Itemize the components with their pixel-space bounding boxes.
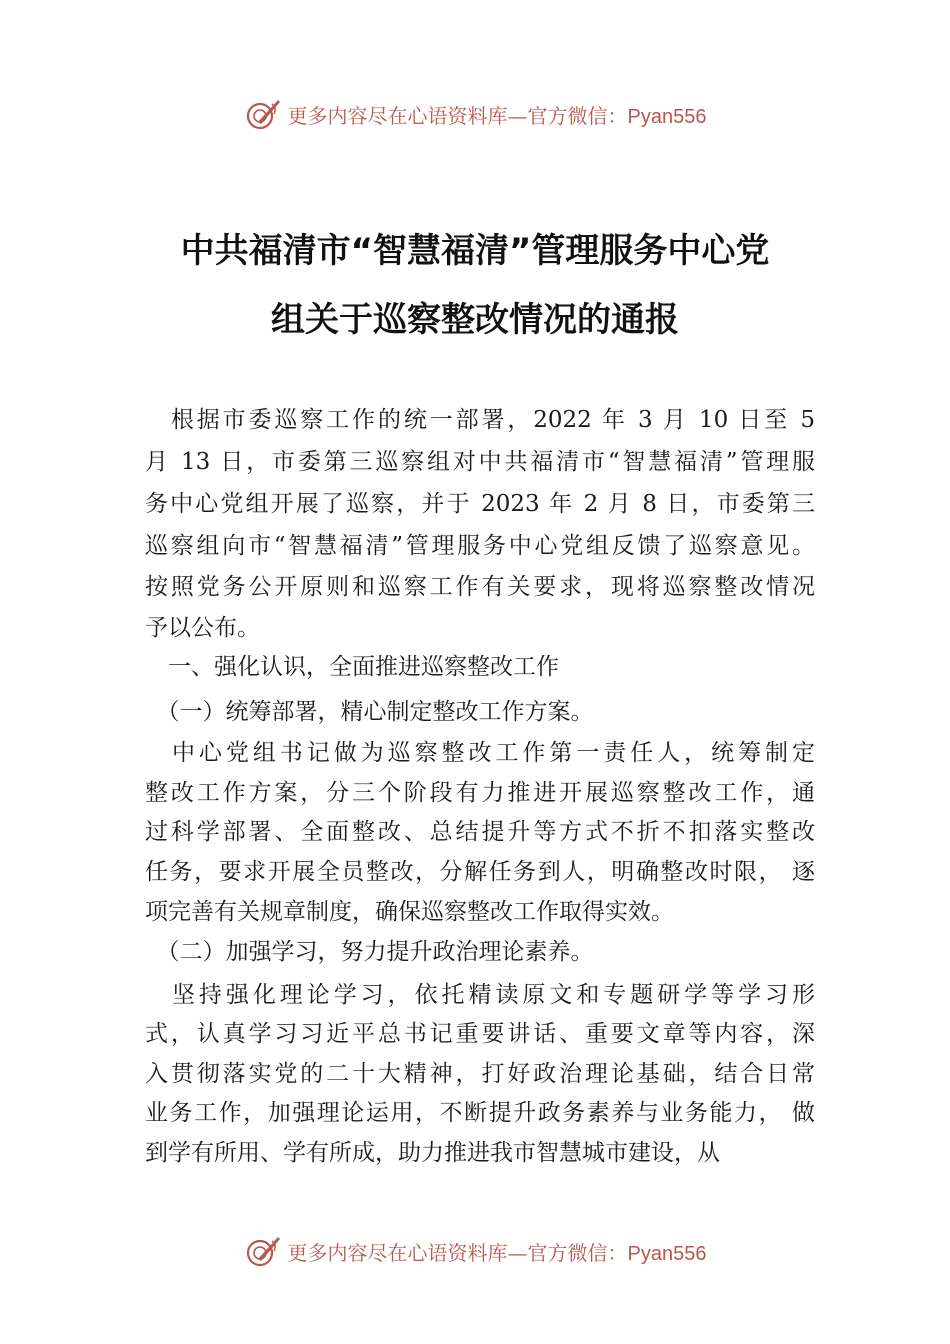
body-line: 中心党组书记做为巡察整改工作第一责任人，统筹制定 — [145, 740, 815, 766]
footer-watermark-cn: 更多内容尽在心语资料库—官方微信： — [287, 1240, 628, 1265]
document-title-line-1: 中共福清市“智慧福清”管理服务中心党 — [180, 231, 770, 271]
body-line: 到学有所用、学有所成，助力推进我市智慧城市建设，从 — [145, 1140, 720, 1166]
body-line: 业务工作，加强理论运用，不断提升政务素养与业务能力， 做 — [145, 1100, 815, 1126]
body-line: 坚持强化理论学习，依托精读原文和专题研学等学习形 — [145, 982, 815, 1008]
subsection-heading: （二）加强学习，努力提升政治理论素养。 — [145, 939, 594, 965]
header-watermark-banner — [0, 92, 950, 136]
body-line: 务中心党组开展了巡察，并于 2023 年 2 月 8 日，市委第三 — [145, 491, 815, 517]
header-watermark-wechat-id: Pyan556 — [627, 105, 707, 128]
section-heading: 一、强化认识，全面推进巡察整改工作 — [145, 654, 559, 680]
footer-watermark-banner — [0, 1229, 950, 1273]
body-line: 予以公布。 — [145, 615, 260, 641]
quill-pen-logo-icon — [244, 1231, 284, 1271]
body-line: 过科学部署、全面整改、总结提升等方式不折不扣落实整改 — [145, 819, 815, 845]
subsection-heading: （一）统筹部署，精心制定整改工作方案。 — [145, 699, 594, 725]
body-line: 式，认真学习习近平总书记重要讲话、重要文章等内容，深 — [145, 1021, 815, 1047]
body-line: 根据市委巡察工作的统一部署，2022 年 3 月 10 日至 5 — [145, 407, 815, 433]
body-line: 项完善有关规章制度，确保巡察整改工作取得实效。 — [145, 899, 674, 925]
header-watermark-text — [288, 100, 707, 129]
quill-pen-logo-icon — [244, 94, 284, 134]
body-line: 巡察组向市“智慧福清”管理服务中心党组反馈了巡察意见。 — [145, 533, 815, 559]
body-line: 按照党务公开原则和巡察工作有关要求，现将巡察整改情况 — [145, 574, 815, 600]
body-line: 任务，要求开展全员整改，分解任务到人，明确整改时限， 逐 — [145, 859, 815, 885]
body-line: 入贯彻落实党的二十大精神，打好政治理论基础，结合日常 — [145, 1061, 815, 1087]
header-watermark-cn: 更多内容尽在心语资料库—官方微信： — [287, 103, 628, 128]
footer-watermark-text — [288, 1237, 707, 1266]
footer-watermark-wechat-id: Pyan556 — [627, 1242, 707, 1265]
body-line: 整改工作方案，分三个阶段有力推进开展巡察整改工作，通 — [145, 780, 815, 806]
document-title-line-2: 组关于巡察整改情况的通报 — [271, 300, 679, 340]
body-line: 月 13 日，市委第三巡察组对中共福清市“智慧福清”管理服 — [145, 449, 815, 475]
